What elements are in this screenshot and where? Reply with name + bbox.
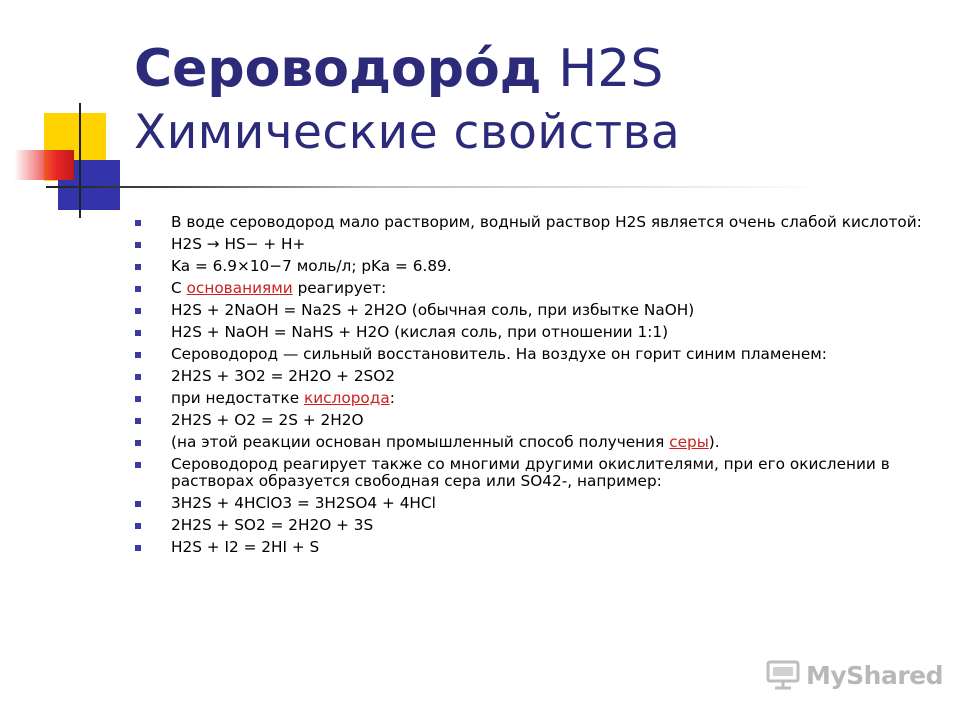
bullet-marker <box>135 242 141 248</box>
bullet-list <box>135 214 935 561</box>
title-line-1 <box>134 36 680 102</box>
title-divider-line <box>46 186 866 188</box>
list-item-text: : <box>389 389 395 407</box>
list-item-text: H2S + I2 = 2HI + S <box>171 538 320 556</box>
list-item-text: 2H2S + 3O2 = 2H2O + 2SO2 <box>171 367 396 385</box>
list-item <box>135 236 935 253</box>
list-item <box>135 539 935 556</box>
list-item <box>135 456 935 490</box>
bullet-marker <box>135 220 141 226</box>
presentation-board-icon <box>766 659 800 691</box>
bullet-marker <box>135 440 141 446</box>
list-item-text: В воде сероводород мало растворим, водный раствор H2S является очень слабой кислотой: <box>171 213 922 231</box>
watermark-logo <box>766 656 943 694</box>
list-item <box>135 390 935 407</box>
list-item-text: 3H2S + 4HClO3 = 3H2SO4 + 4HCl <box>171 494 436 512</box>
list-item <box>135 412 935 429</box>
watermark-text: MyShared <box>806 660 944 690</box>
slide-title <box>134 36 680 164</box>
hyperlink[interactable]: основаниями <box>186 279 293 297</box>
list-item <box>135 324 935 341</box>
bullet-marker <box>135 418 141 424</box>
bullet-marker <box>135 308 141 314</box>
list-item <box>135 346 935 363</box>
list-item-text: 2H2S + SO2 = 2H2O + 3S <box>171 516 374 534</box>
list-item <box>135 280 935 297</box>
bullet-marker <box>135 264 141 270</box>
list-item <box>135 302 935 319</box>
list-item <box>135 258 935 275</box>
list-item <box>135 495 935 512</box>
list-item-text: Ka = 6.9×10−7 моль/л; pKa = 6.89. <box>171 257 452 275</box>
bullet-marker <box>135 330 141 336</box>
hyperlink[interactable]: кислорода <box>303 389 390 407</box>
list-item <box>135 214 935 231</box>
list-item-text: Сероводород реагирует также со многими другими окислителями, при его окислении в растворах образуется свободная сера или SO42-, например: <box>171 455 890 490</box>
list-item <box>135 368 935 385</box>
bullet-marker <box>135 501 141 507</box>
bullet-marker <box>135 286 141 292</box>
list-item-text: С <box>171 279 187 297</box>
title-subtitle: Химические свойства <box>134 105 681 160</box>
list-item-text: H2S + 2NaOH = Na2S + 2H2O (обычная соль, при избытке NaOH) <box>171 301 695 319</box>
decorative-red-gradient-bar <box>14 150 74 180</box>
title-formula: H2S <box>558 39 664 99</box>
list-item-text: H2S + NaOH = NaHS + H2O (кислая соль, при отношении 1:1) <box>171 323 669 341</box>
bullet-marker <box>135 523 141 529</box>
title-main: Сероводоро́д <box>134 39 542 99</box>
list-item-text: H2S → HS− + H+ <box>171 235 306 253</box>
bullet-marker <box>135 545 141 551</box>
list-item <box>135 517 935 534</box>
decorative-vertical-line <box>79 103 81 218</box>
list-item-text: ). <box>708 433 720 451</box>
list-item-text: Сероводород — сильный восстановитель. На воздухе он горит синим пламенем: <box>171 345 827 363</box>
list-item-text: 2H2S + O2 = 2S + 2H2O <box>171 411 364 429</box>
list-item-text: при недостатке <box>171 389 304 407</box>
bullet-marker <box>135 396 141 402</box>
list-item <box>135 434 935 451</box>
hyperlink[interactable]: серы <box>669 433 709 451</box>
bullet-marker <box>135 352 141 358</box>
list-item-text: реагирует: <box>292 279 387 297</box>
bullet-marker <box>135 374 141 380</box>
list-item-text: (на этой реакции основан промышленный способ получения <box>171 433 670 451</box>
bullet-marker <box>135 462 141 468</box>
